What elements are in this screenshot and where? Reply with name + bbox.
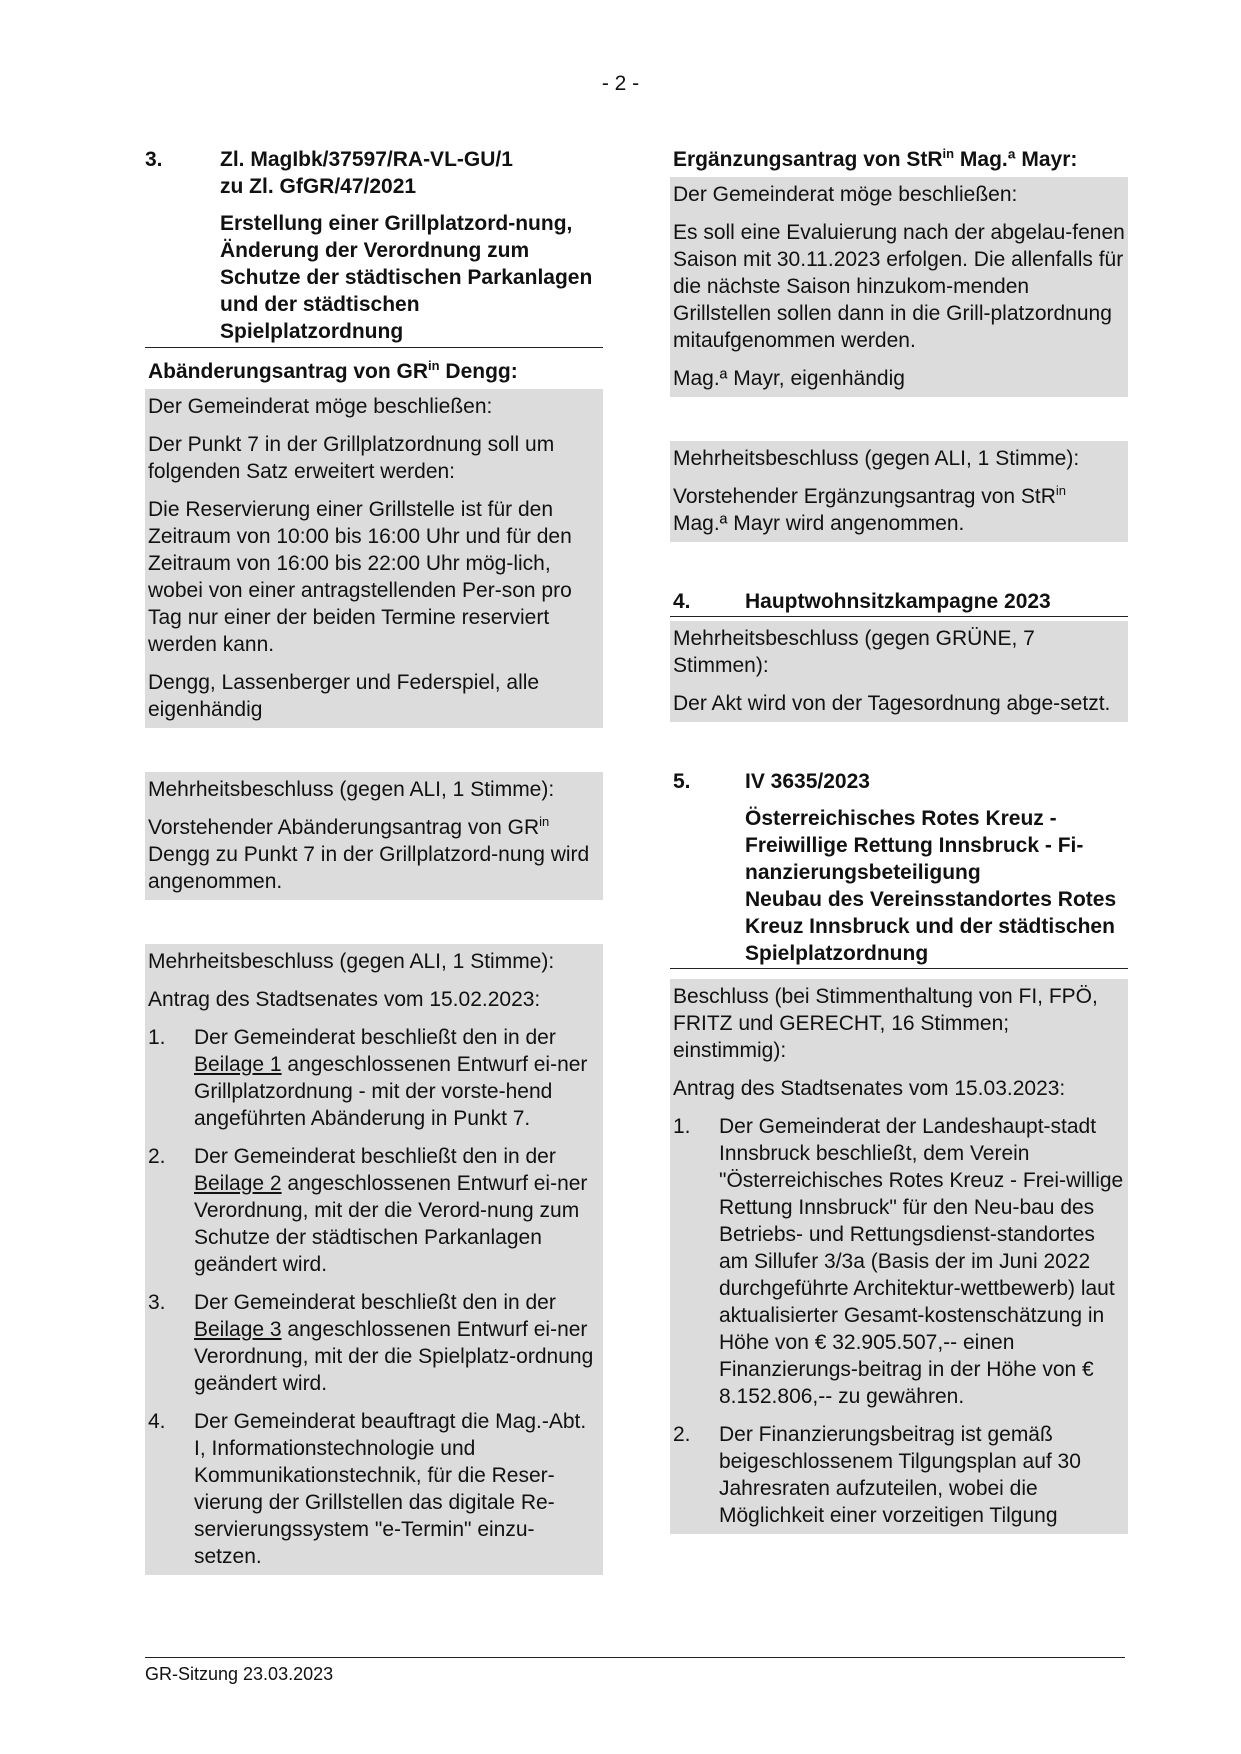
beilage-2-link[interactable]: Beilage 2 [194, 1172, 282, 1195]
beilage-3-link[interactable]: Beilage 3 [194, 1318, 282, 1341]
agenda-item-number: 4. [673, 590, 691, 613]
vote-result: Beschluss (bei Stimmenthaltung von FI, FPÖ, FRITZ und GERECHT, 16 Stimmen; einstimmig): [673, 985, 1098, 1062]
agenda-item-title: Österreichisches Rotes Kreuz - Freiwillige Rettung Innsbruck - Fi-nanzierungsbeteiligung [745, 807, 1084, 884]
list-item: 1. Der Gemeinderat beschließt den in der Beilage 1 angeschlossenen Entwurf ei-ner Grillplatzordnung - mit der vorste-hend angeführten Abänderung in Punkt 7. [148, 1026, 588, 1130]
reference-number-secondary: zu Zl. GfGR/47/2021 [220, 175, 417, 198]
amendment-paragraph: Die Reservierung einer Grillstelle ist für den Zeitraum von 10:00 bis 16:00 Uhr und für den Zeitraum von 16:00 bis 22:00 Uhr mög-lich, wobei von einer antragstellenden Per-son pro Tag nur einer der beiden Termine reserviert werden kann. [148, 498, 572, 656]
vote-text: Antrag des Stadtsenates vom 15.02.2023: [148, 988, 541, 1011]
agenda-item-4-header [670, 588, 1128, 617]
agenda-item-number: 3. [145, 148, 163, 171]
amendment-box [145, 389, 603, 728]
agenda-item-title: Erstellung einer Grillplatzord-nung, Änderung der Verordnung zum Schutze der städtischen Parkanlagen und der städtischen Spielplatzordnung [220, 212, 593, 343]
list-item: 3. Der Gemeinderat beschließt den in der Beilage 3 angeschlossenen Entwurf ei-ner Verordnung, mit der die Spielplatz-ordnung geändert wird. [148, 1291, 594, 1395]
amendment-paragraph: Der Punkt 7 in der Grillplatzordnung soll um folgenden Satz erweitert werden: [148, 433, 555, 483]
supplement-box [670, 177, 1128, 397]
vote-text: Vorstehender Ergänzungsantrag von StR$^{in}$ Mag.ª Mayr wird angenommen. [673, 483, 1067, 535]
vote-result: Mehrheitsbeschluss (gegen ALI, 1 Stimme): [148, 778, 555, 801]
agenda-item-subtitle: Neubau des Vereinsstandortes Rotes Kreuz Innsbruck und der städtischen Spielplatzordnung [745, 888, 1117, 965]
supplement-signature: Mag.ª Mayr, eigenhändig [673, 367, 905, 390]
vote-text: Antrag des Stadtsenates vom 15.03.2023: [673, 1077, 1066, 1100]
supplement-heading: Ergänzungsantrag von StR$^{in}$ Mag.ª Mayr: [673, 146, 1078, 171]
vote-text: Der Akt wird von der Tagesordnung abge-setzt. [673, 692, 1111, 715]
vote-box-3 [670, 441, 1128, 542]
list-item: 4. Der Gemeinderat beauftragt die Mag.-Abt. I, Informationstechnologie und Kommunikationstechnik, für die Reser-vierung der Grillstellen das digitale Re-servierungssystem "e-Termin" einzu-setzen. [148, 1410, 587, 1568]
resolution-list [673, 1113, 1125, 1529]
page-footer: GR-Sitzung 23.03.2023 [145, 1657, 1125, 1685]
list-item: 1. Der Gemeinderat der Landeshaupt-stadt Innsbruck beschließt, dem Verein "Österreichisches Rotes Kreuz - Frei-willige Rettung Innsbruck" für den Neu-bau des Betriebs- und Rettungsdienst-standortes am Sillufer 3/3a (Basis der im Juni 2022 durchgeführte Architektur-wettbewerb) laut aktualisierter Gesamt-kostenschätzung in Höhe von € 32.905.507,-- einen Finanzierungs-beitrag in der Höhe von € 8.152.806,-- zu gewähren. [673, 1115, 1124, 1408]
supplement-paragraph: Es soll eine Evaluierung nach der abgelau-fenen Saison mit 30.11.2023 erfolgen. Die allenfalls für die nächste Saison hinzukom-menden Grillstellen sollen dann in die Grill-platzordnung mitaufgenommen werden. [673, 221, 1125, 352]
agenda-item-body [220, 146, 603, 345]
amendment-signature: Dengg, Lassenberger und Federspiel, alle eigenhändig [148, 671, 540, 721]
amendment-intro: Der Gemeinderat möge beschließen: [148, 395, 493, 418]
vote-text: Vorstehender Abänderungsantrag von $GR^{in}$ Dengg zu Punkt 7 in der Grillplatzord-nung wird angenommen. [148, 814, 590, 893]
agenda-item-number: 5. [673, 770, 691, 793]
resolution-list [148, 1024, 600, 1570]
vote-result: Mehrheitsbeschluss (gegen ALI, 1 Stimme): [148, 950, 555, 973]
vote-result: Mehrheitsbeschluss (gegen GRÜNE, 7 Stimmen): [673, 627, 1035, 677]
right-column [670, 146, 1128, 1534]
vote-result: Mehrheitsbeschluss (gegen ALI, 1 Stimme): [673, 447, 1080, 470]
left-column [145, 146, 603, 1575]
beilage-1-link[interactable]: Beilage 1 [194, 1053, 282, 1076]
list-item: 2. Der Gemeinderat beschließt den in der Beilage 2 angeschlossenen Entwurf ei-ner Verordnung, mit der die Verord-nung zum Schutze der städtischen Parkanlagen geändert wird. [148, 1145, 588, 1276]
vote-box-2 [145, 944, 603, 1575]
amendment-heading: Abänderungsantrag von $GR^{in}$ Dengg: [148, 358, 518, 383]
supplement-intro: Der Gemeinderat möge beschließen: [673, 183, 1018, 206]
reference-number: Zl. MagIbk/37597/RA-VL-GU/1 [220, 148, 513, 171]
list-item: 2. Der Finanzierungsbeitrag ist gemäß beigeschlossenem Tilgungsplan auf 30 Jahresraten aufzuteilen, wobei die Möglichkeit einer vorzeitigen Tilgung [673, 1423, 1081, 1527]
vote-box-5 [670, 979, 1128, 1534]
page-number: - 2 - [601, 72, 640, 95]
vote-box-4 [670, 621, 1128, 722]
agenda-item-3-header [145, 146, 603, 348]
agenda-item-title: Hauptwohnsitzkampagne 2023 [745, 590, 1051, 613]
reference-number: IV 3635/2023 [745, 770, 870, 793]
agenda-item-body [745, 768, 1128, 967]
agenda-item-5-header [670, 768, 1128, 969]
vote-box-1 [145, 772, 603, 900]
